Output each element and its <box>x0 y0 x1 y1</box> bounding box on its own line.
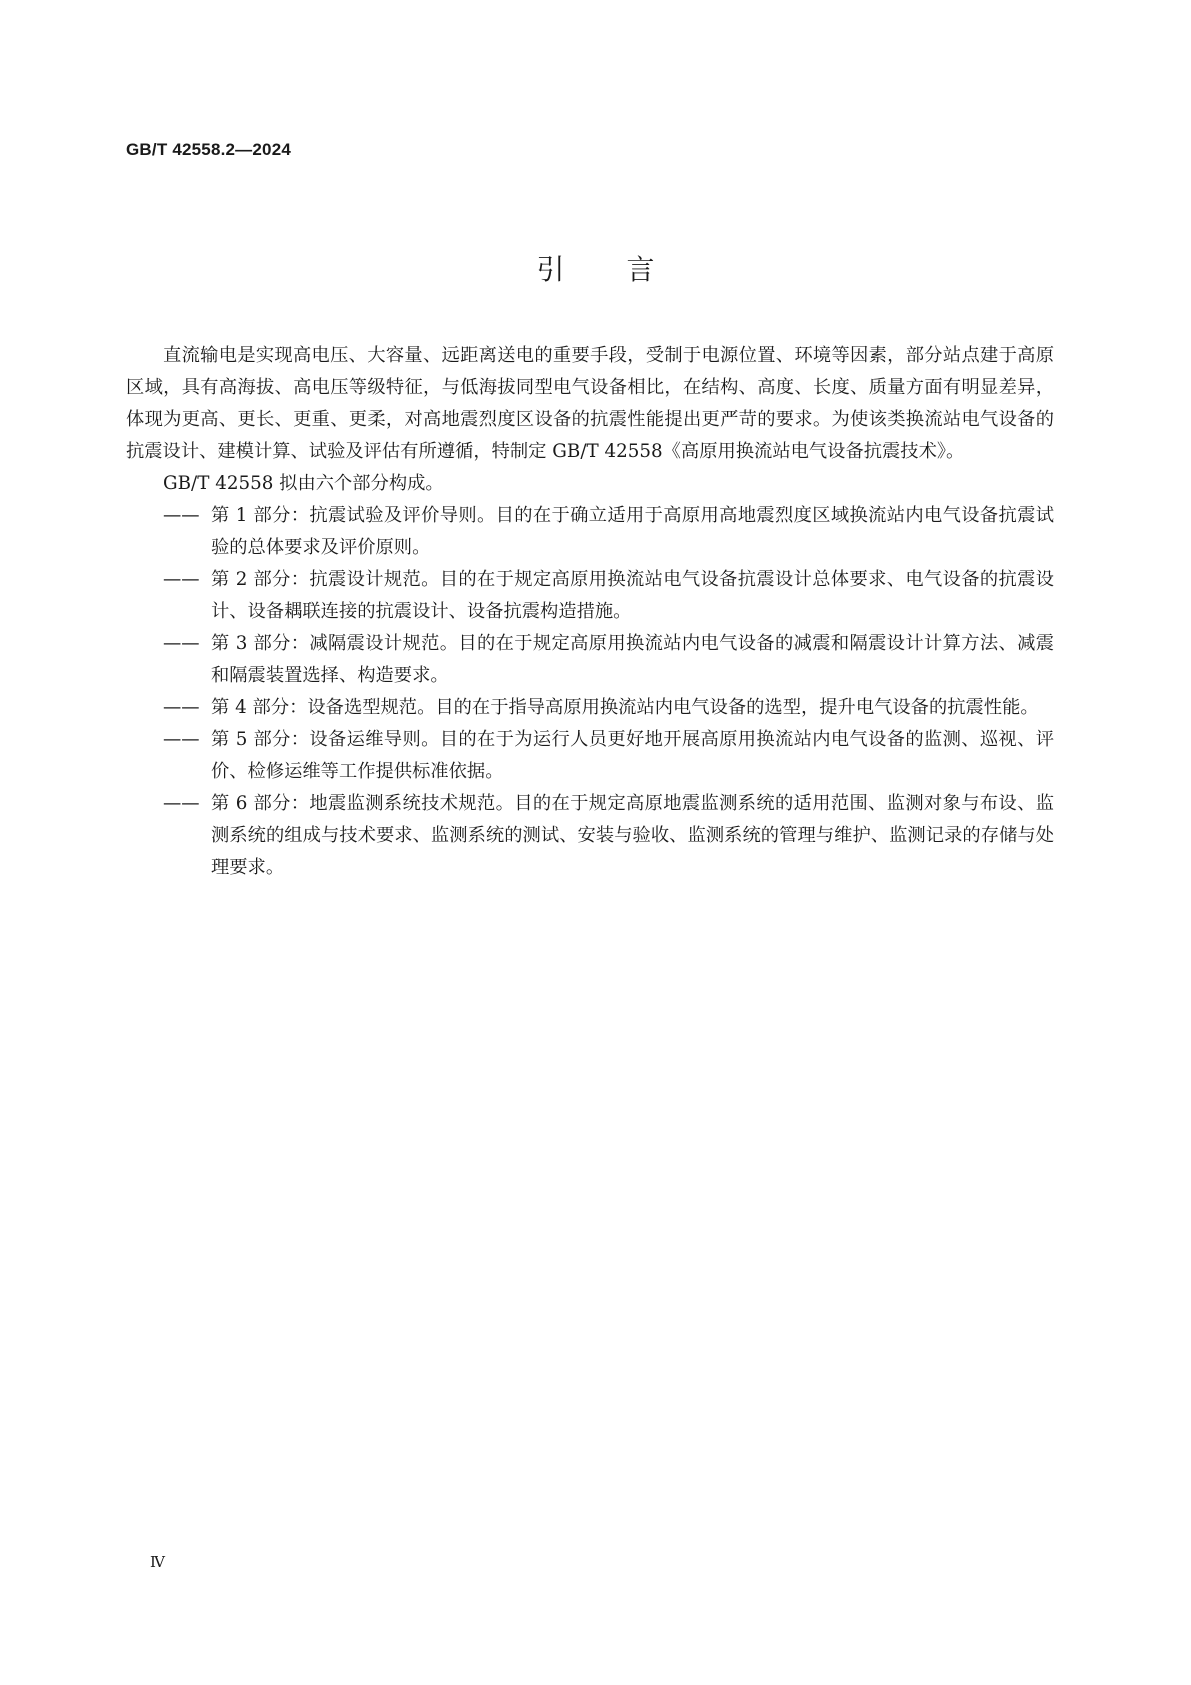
dash-marker: —— <box>163 729 200 750</box>
list-item-part-6 <box>126 788 1054 884</box>
list-item-text: 第 1 部分：抗震试验及评价导则。目的在于确立适用于高原用高地震烈度区域换流站内电气设备抗震试验的总体要求及评价原则。 <box>211 505 1054 558</box>
page-title: 引言 <box>536 253 717 286</box>
list-item-part-3 <box>126 628 1054 692</box>
list-item-part-2 <box>126 564 1054 628</box>
parts-intro: GB/T 42558 拟由六个部分构成。 <box>163 473 444 494</box>
list-item-part-4 <box>126 692 1054 724</box>
list-item-text: 第 3 部分：减隔震设计规范。目的在于规定高原用换流站内电气设备的减震和隔震设计计算方法、减震和隔震装置选择、构造要求。 <box>211 633 1054 686</box>
list-item-part-5 <box>126 724 1054 788</box>
standard-code: GB/T 42558.2—2024 <box>126 140 291 159</box>
dash-marker: —— <box>163 633 200 654</box>
list-item-text: 第 5 部分：设备运维导则。目的在于为运行人员更好地开展高原用换流站内电气设备的监测、巡视、评价、检修运维等工作提供标准依据。 <box>211 729 1054 782</box>
dash-marker: —— <box>163 697 200 718</box>
intro-paragraph: 直流输电是实现高电压、大容量、远距离送电的重要手段，受制于电源位置、环境等因素，部分站点建于高原区域，具有高海拔、高电压等级特征，与低海拔同型电气设备相比，在结构、高度、长度、质量方面有明显差异，体现为更高、更长、更重、更柔，对高地震烈度区设备的抗震性能提出更严苛的要求。为使该类换流站电气设备的抗震设计、建模计算、试验及评估有所遵循，特制定 GB/T 42558《高原用换流站电气设备抗震技术》。 <box>126 345 1054 462</box>
dash-marker: —— <box>163 569 200 590</box>
list-item-text: 第 2 部分：抗震设计规范。目的在于规定高原用换流站电气设备抗震设计总体要求、电气设备的抗震设计、设备耦联连接的抗震设计、设备抗震构造措施。 <box>211 569 1054 622</box>
dash-marker: —— <box>163 505 200 526</box>
page-number: Ⅳ <box>150 1553 165 1571</box>
list-item-text: 第 6 部分：地震监测系统技术规范。目的在于规定高原地震监测系统的适用范围、监测对象与布设、监测系统的组成与技术要求、监测系统的测试、安装与验收、监测系统的管理与维护、监测记录的存储与处理要求。 <box>211 793 1054 878</box>
list-item-text: 第 4 部分：设备选型规范。目的在于指导高原用换流站内电气设备的选型，提升电气设备的抗震性能。 <box>211 697 1039 718</box>
dash-marker: —— <box>163 793 200 814</box>
document-body <box>126 340 1054 884</box>
list-item-part-1 <box>126 500 1054 564</box>
